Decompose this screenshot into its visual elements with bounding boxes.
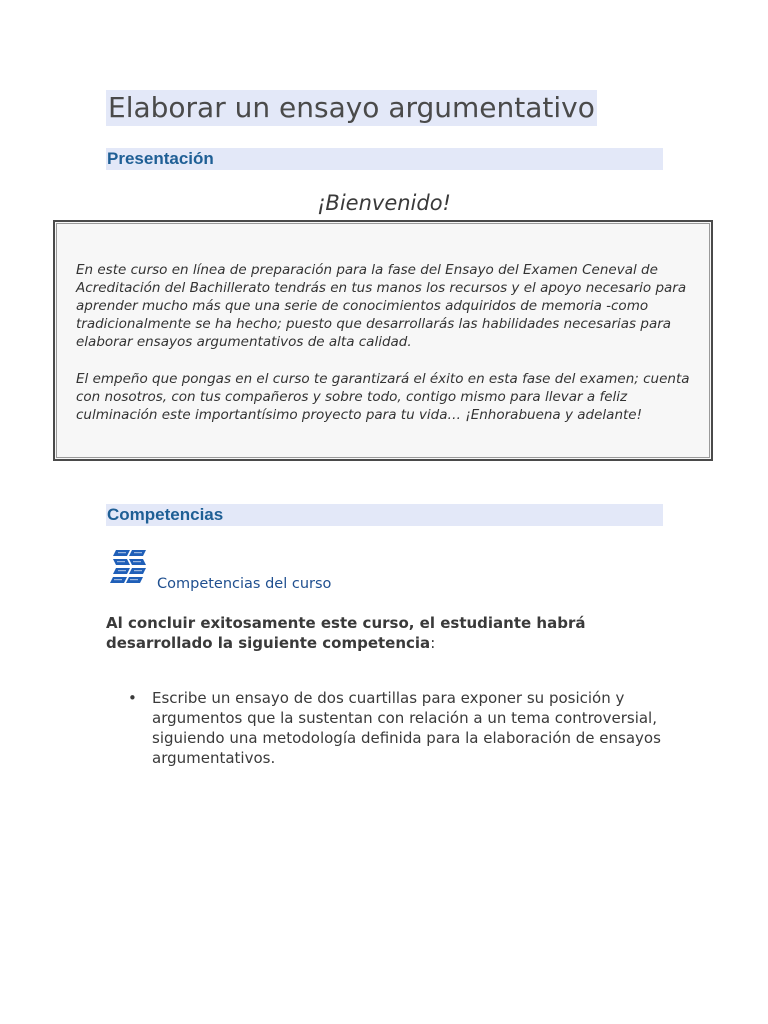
competency-text: Escribe un ensayo de dos cuartillas para exponer su posición y argumentos que la sustentan con relación a un tema controversial, siguiendo una metodología definida para la elaboración de ensayos argumentativos.	[152, 689, 661, 767]
page-title: Elaborar un ensayo argumentativo	[108, 91, 595, 124]
presentation-heading: Presentación	[106, 148, 663, 170]
welcome-heading: ¡Bienvenido!	[317, 191, 451, 215]
list-item	[106, 688, 666, 768]
competencies-icon	[110, 549, 150, 585]
bullet: •	[128, 689, 137, 707]
competencies-subtitle: Competencias del curso	[157, 576, 332, 592]
intro-paragraph-2: El empeño que pongas en el curso te garantizará el éxito en esta fase del examen; cuenta con nosotros, con tus compañeros y sobre todo, contigo mismo para llevar a feliz culminación este importantísimo proyecto para tu vida… ¡Enhorabuena y adelante!	[76, 371, 690, 423]
competencies-lead	[106, 613, 676, 653]
intro-paragraph-1: En este curso en línea de preparación para la fase del Ensayo del Examen Ceneval de Acreditación del Bachillerato tendrás en tus manos los recursos y el apoyo necesario para aprender mucho más que una serie de conocimientos adquiridos de memoria -como tradicionalmente se ha hecho; puesto que desarrollarás las habilidades necesarias para elaborar ensayos argumentativos de alta calidad.	[76, 262, 687, 350]
competencies-lead-colon: :	[430, 634, 436, 652]
competencies-heading: Competencias	[106, 504, 663, 526]
competencies-list	[106, 688, 666, 768]
competencies-lead-text: Al concluir exitosamente este curso, el estudiante habrá desarrollado la siguiente competencia	[106, 614, 586, 652]
intro-box	[53, 220, 713, 461]
